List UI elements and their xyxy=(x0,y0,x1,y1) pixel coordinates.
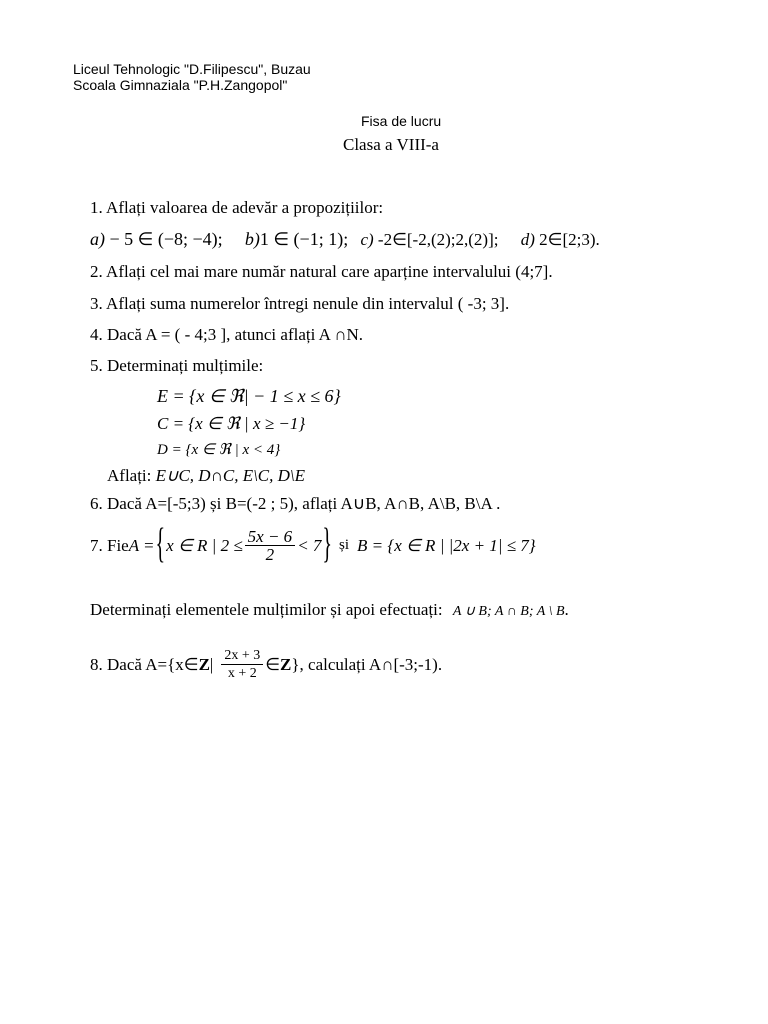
q7-set-a-inner-left: x ∈ R | 2 ≤ xyxy=(166,535,243,555)
q8-in-symbol: ∈ xyxy=(265,654,281,674)
q5-find-label: Aflați: xyxy=(107,466,156,485)
q7-set-a-name: A = xyxy=(128,535,155,555)
question-5: 5. Determinați mulțimile: xyxy=(90,356,264,375)
q7-label: 7. Fie xyxy=(90,535,129,555)
q7-operations: A ∪ B; A ∩ B; A \ B xyxy=(452,604,565,619)
question-7 xyxy=(90,521,536,568)
q7-left-brace: { xyxy=(155,521,166,568)
question-1: 1. Aflați valoarea de adevăr a propozițiilor: xyxy=(90,198,384,217)
question-1-items xyxy=(90,229,600,250)
q7-fraction-numerator: 5x − 6 xyxy=(245,528,296,546)
q7-right-brace: } xyxy=(322,521,333,568)
question-3: 3. Aflați suma numerelor întregi nenule din intervalul ( -3; 3]. xyxy=(90,294,510,313)
q7-tail: . xyxy=(564,600,569,619)
q1-b-label: b) xyxy=(244,229,260,249)
q1-b-expr: 1 ∈ (−1; 1); xyxy=(259,229,349,249)
q7-line2: Determinați elementele mulțimilor și apoi efectuați: xyxy=(90,600,447,619)
question-6: 6. Dacă A=[-5;3) și B=(-2 ; 5), aflați A∪B, A∩B, A\B, B\A . xyxy=(90,494,501,513)
q8-z-symbol-2: Z xyxy=(280,654,292,674)
q5-find-expr: E∪C, D∩C, E\C, D\E xyxy=(155,466,306,485)
q1-c-label: c) xyxy=(360,230,374,249)
q7-fraction xyxy=(245,528,296,563)
q1-d-label: d) xyxy=(520,230,535,249)
q8-fraction xyxy=(221,647,263,682)
q7-fraction-denominator: 2 xyxy=(265,545,275,564)
school-name-line-2: Scoala Gimnaziala "P.H.Zangopol" xyxy=(73,77,288,93)
q1-a-expr: − 5 ∈ (−8; −4); xyxy=(105,229,223,249)
q8-fraction-numerator: 2x + 3 xyxy=(221,647,263,665)
set-e-definition: E = {x ∈ ℜ| − 1 ≤ x ≤ 6} xyxy=(157,386,341,406)
q1-c-expr: -2∈[-2,(2);2,(2)]; xyxy=(373,230,499,249)
class-title: Clasa a VIII-a xyxy=(343,135,439,154)
worksheet-title: Fisa de lucru xyxy=(361,113,442,129)
q8-z-symbol: Z xyxy=(198,654,210,674)
q8-fraction-denominator: x + 2 xyxy=(227,666,257,681)
question-4: 4. Dacă A = ( - 4;3 ], atunci aflați A ∩N. xyxy=(90,325,364,344)
q7-set-a-inner-right: < 7 xyxy=(297,535,322,555)
q8-bar: | xyxy=(209,654,214,674)
q8-rest: }, calculați A∩[-3;-1). xyxy=(291,654,443,674)
q1-a-label: a) xyxy=(90,229,105,249)
set-d-definition: D = {x ∈ ℜ | x < 4} xyxy=(157,442,281,458)
set-c-definition: C = {x ∈ ℜ | x ≥ −1} xyxy=(157,414,306,433)
question-2: 2. Aflați cel mai mare număr natural care aparține intervalului (4;7]. xyxy=(90,262,553,281)
q1-d-expr: 2∈[2;3). xyxy=(534,230,600,249)
question-5-find xyxy=(107,466,305,486)
q8-label: 8. Dacă A={x∈ xyxy=(90,654,199,674)
q7-conjunction: și xyxy=(339,537,350,553)
question-8 xyxy=(90,647,442,682)
school-name-line-1: Liceul Tehnologic "D.Filipescu", Buzau xyxy=(73,61,311,77)
q7-set-b: B = {x ∈ R | |2x + 1| ≤ 7} xyxy=(357,535,536,555)
question-7-instructions xyxy=(90,600,569,620)
